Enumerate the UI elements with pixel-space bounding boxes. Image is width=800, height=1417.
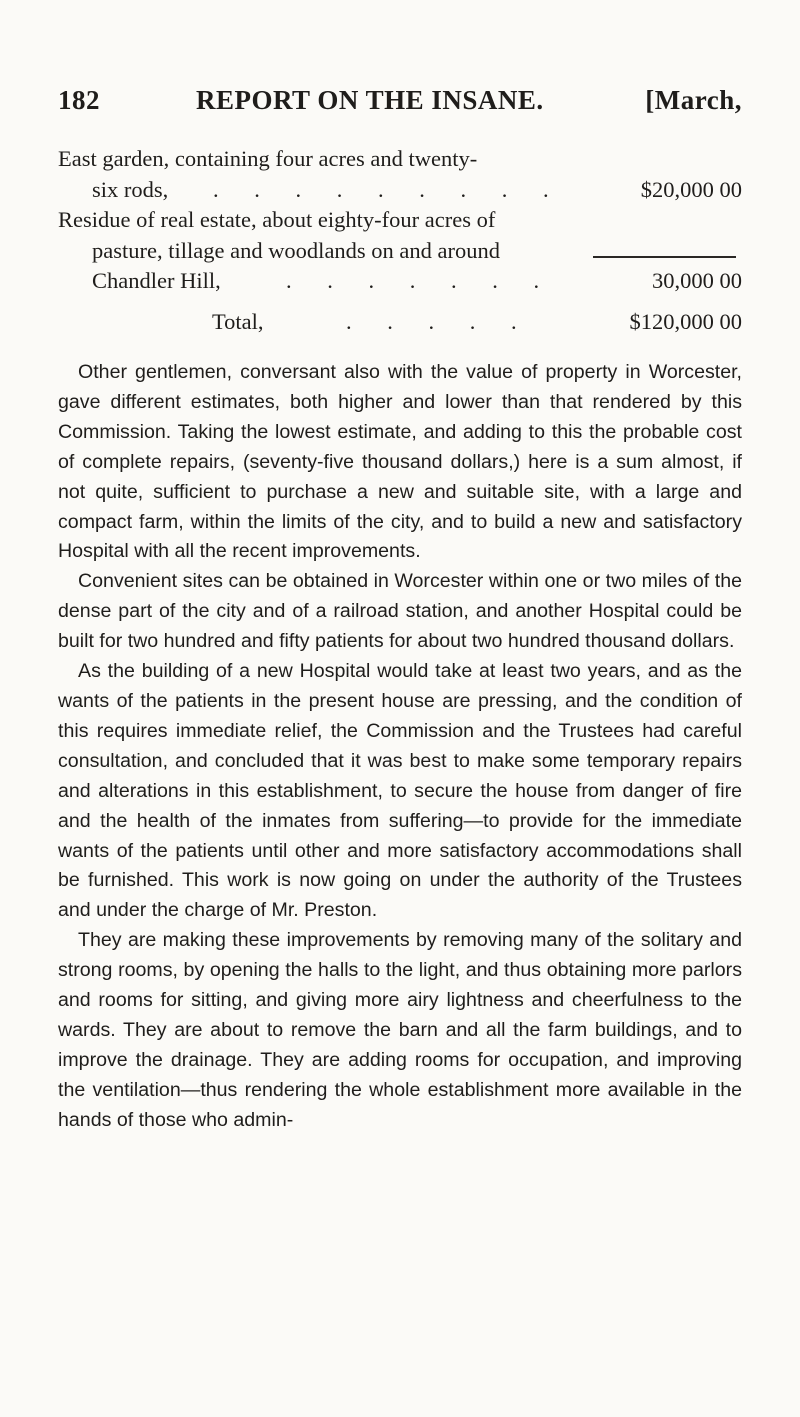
sum-rule: [593, 256, 736, 258]
ledger-amount: $20,000 00: [640, 176, 742, 202]
leader-dots: . . . . . . .: [286, 268, 555, 293]
ledger-text: six rods,: [92, 176, 169, 202]
date-tag: [March,: [645, 85, 742, 115]
ledger-text: East garden, containing four acres and twenty-: [58, 146, 478, 171]
paragraph: Convenient sites can be obtained in Worcester within one or two miles of the dense part of the city and of a railroad station, and another Hospital could be built for two hundred and fifty patients for about two hundred thousand dollars.: [58, 570, 742, 653]
page-number: 182: [58, 85, 100, 115]
total-label: Total,: [212, 308, 264, 334]
ledger-text: Residue of real estate, about eighty-four acres of: [58, 207, 496, 232]
running-header: [58, 85, 742, 125]
leader-dots: . . . . . . . . .: [213, 176, 564, 202]
running-title: REPORT ON THE INSANE.: [196, 85, 544, 115]
ledger-total-line: [58, 307, 742, 338]
ledger-amount: 30,000 00: [652, 268, 742, 293]
paragraph: They are making these improvements by removing many of the solitary and strong rooms, by opening the halls to the light, and thus obtaining more parlors and rooms for sitting, and giving more airy lightness and cheerfulness to the wards. They are about to remove the barn and all the farm buildings, and to improve the drainage. They are adding rooms for occupation, and improving the ventilation—thus rendering the whole establishment more available in the hands of those who admin-: [58, 929, 742, 1131]
leader-dots: . . . . .: [346, 308, 532, 334]
property-ledger: [58, 144, 742, 337]
ledger-text: pasture, tillage and woodlands on and around: [92, 237, 501, 263]
ledger-line: [58, 175, 742, 206]
paragraph: Other gentlemen, conversant also with the value of property in Worcester, gave different estimates, both higher and lower than that rendered by this Commission. Taking the lowest estimate, and adding to this the probable cost of complete repairs, (seventy-five thousand dollars,) here is a sum almost, if not quite, sufficient to purchase a new and suitable site, with a large and compact farm, within the limits of the city, and to build a new and satisfactory Hospital with all the recent improvements.: [58, 361, 742, 563]
total-amount: $120,000 00: [629, 308, 742, 334]
ledger-line: [58, 144, 742, 175]
ledger-line: [58, 236, 742, 267]
body-text: [58, 358, 742, 1136]
paragraph: As the building of a new Hospital would take at least two years, and as the wants of the patients in the present house are pressing, and the condition of this requires immediate relief, the Commission and the Trustees had careful consultation, and concluded that it was best to make some temporary repairs and alterations in this establishment, to secure the house from danger of fire and the health of the inmates from suffering—to provide for the immediate wants of the patients until other and more satisfactory accommodations shall be furnished. This work is now going on under the authority of the Trustees and under the charge of Mr. Preston.: [58, 660, 742, 922]
ledger-text: Chandler Hill,: [92, 268, 221, 293]
ledger-line: [58, 205, 742, 236]
ledger-line: [58, 266, 742, 297]
